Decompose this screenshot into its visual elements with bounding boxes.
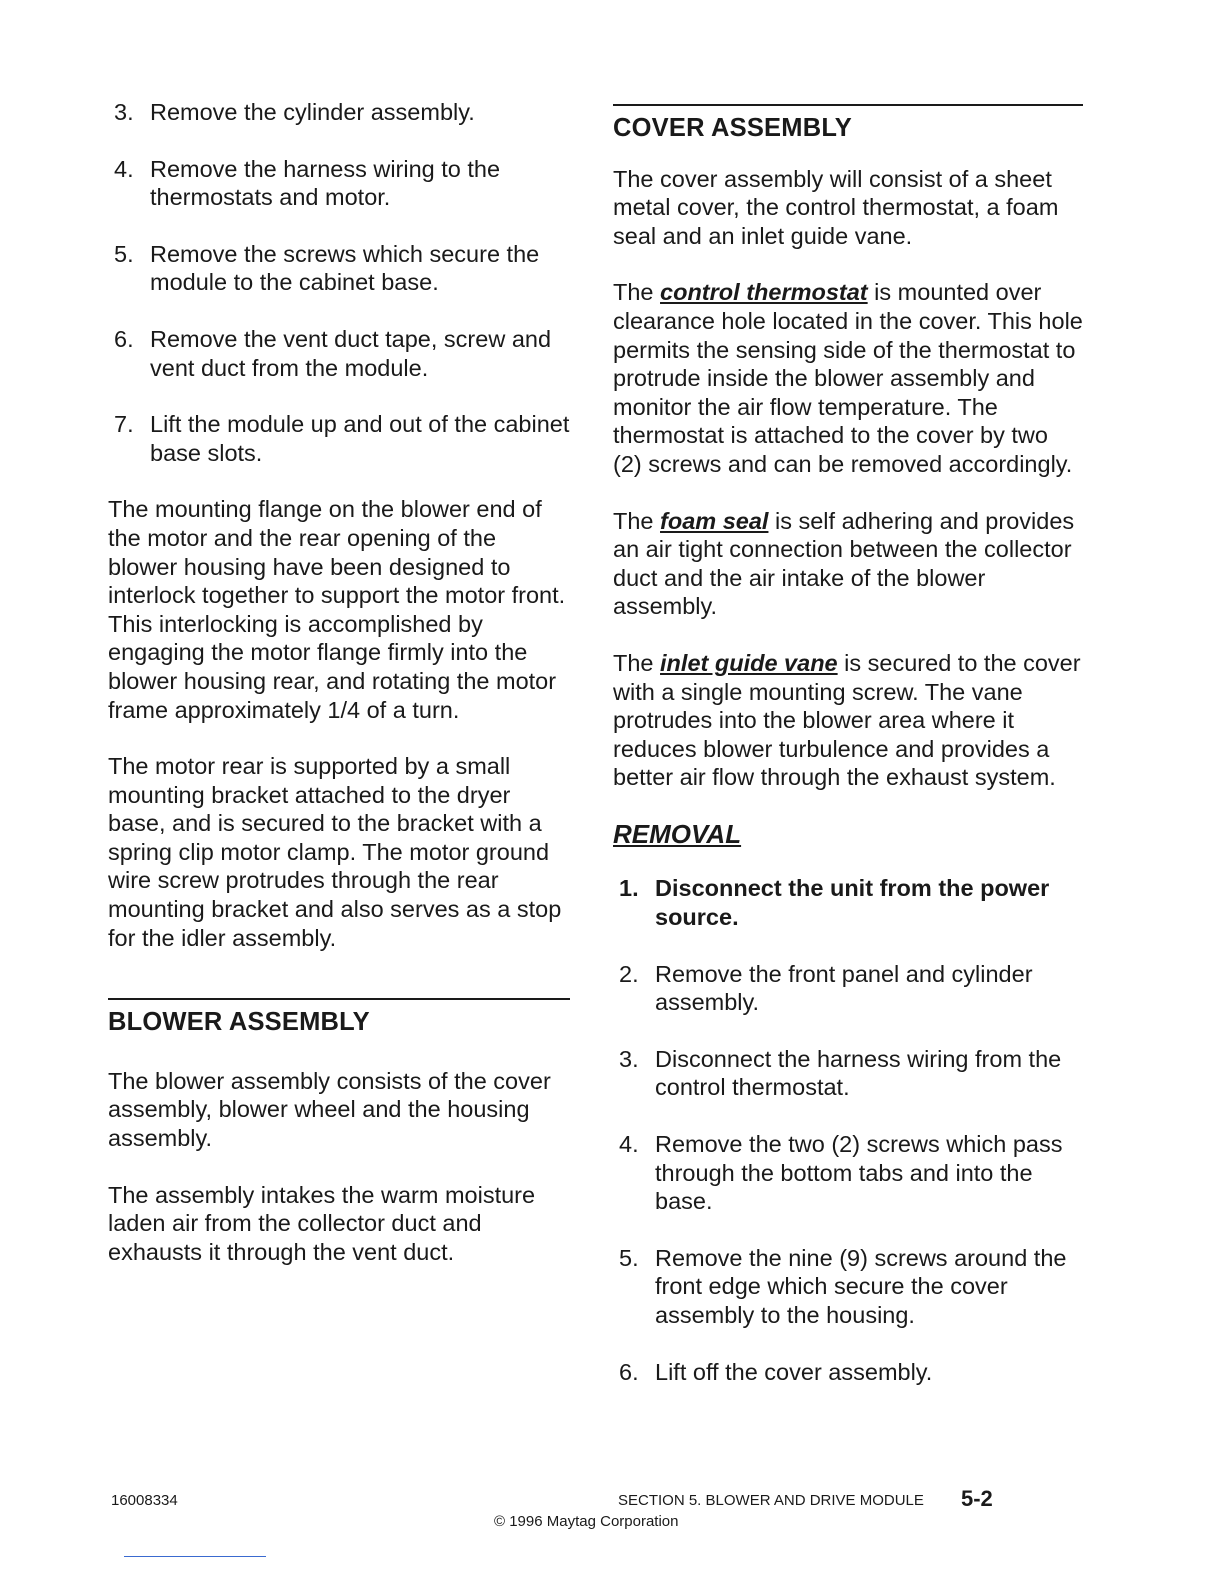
step-number: 6.: [114, 325, 134, 352]
control-thermostat-paragraph: [613, 278, 1083, 478]
step-text: Remove the two (2) screws which pass through the bottom tabs and into the base.: [655, 1131, 1063, 1215]
step-number: 7.: [114, 411, 134, 438]
list-item: [613, 1358, 1083, 1387]
bottom-divider: [124, 1556, 266, 1557]
section-divider: [613, 104, 1083, 106]
foam-seal-description: is self adhering and provides an air tight connection between the collector duct and the air intake of the blower assembly.: [613, 507, 1075, 620]
step-text: Remove the cylinder assembly.: [150, 99, 475, 125]
blower-airflow-paragraph: The assembly intakes the warm moisture laden air from the collector duct and exhausts it through the vent duct.: [108, 1181, 536, 1265]
step-text: Remove the screws which secure the module to the cabinet base.: [150, 240, 540, 296]
vane-prefix: The: [613, 649, 661, 676]
left-steps-list: [108, 98, 570, 467]
left-column: [108, 98, 570, 1294]
step-text: Lift off the cover assembly.: [655, 1358, 933, 1385]
page-number: 5-2: [961, 1486, 993, 1511]
removal-heading: REMOVAL: [613, 818, 742, 849]
step-text: Lift the module up and out of the cabinet base slots.: [150, 411, 570, 466]
section-divider: [108, 998, 570, 1000]
foam-seal-term: foam seal: [660, 507, 769, 534]
list-item: [613, 874, 1083, 931]
thermostat-prefix: The: [613, 279, 661, 306]
cover-assembly-heading: COVER ASSEMBLY: [613, 114, 852, 142]
thermostat-description: is mounted over clearance hole located in the cover. This hole permits the sensing side of the thermostat to protrude inside the blower assembly and monitor the air flow temperature. The thermostat is attached to the cover by two (2) screws and can be removed accordingly.: [613, 279, 1083, 477]
list-item: [108, 325, 570, 382]
step-number: 4.: [114, 155, 134, 182]
list-item: [108, 240, 570, 297]
blower-assembly-heading: BLOWER ASSEMBLY: [108, 1008, 370, 1037]
step-number: 6.: [619, 1358, 639, 1385]
inlet-guide-vane-paragraph: [613, 649, 1083, 792]
copyright-notice: © 1996 Maytag Corporation: [494, 1513, 679, 1530]
step-number: 4.: [619, 1131, 639, 1158]
section-title-footer: SECTION 5. BLOWER AND DRIVE MODULE: [618, 1492, 924, 1509]
step-text: Remove the harness wiring to the thermostats and motor.: [150, 155, 501, 211]
inlet-guide-vane-term: inlet guide vane: [660, 649, 838, 676]
cover-description-paragraph: The cover assembly will consist of a sheet metal cover, the control thermostat, a foam seal and an inlet guide vane.: [613, 165, 1059, 249]
step-text: Disconnect the unit from the power source.: [655, 875, 1050, 931]
step-number: 5.: [114, 240, 134, 267]
step-number: 2.: [619, 960, 639, 987]
foam-prefix: The: [613, 507, 661, 534]
list-item: [108, 155, 570, 212]
step-text: Remove the nine (9) screws around the front edge which secure the cover assembly to the housing.: [655, 1244, 1067, 1328]
step-text: Remove the vent duct tape, screw and vent duct from the module.: [150, 325, 552, 381]
step-number: 5.: [619, 1244, 639, 1271]
list-item: [613, 1130, 1083, 1216]
control-thermostat-term: control thermostat: [660, 279, 868, 306]
foam-seal-paragraph: [613, 507, 1083, 621]
step-text: Remove the front panel and cylinder assembly.: [655, 960, 1033, 1016]
motor-rear-paragraph: The motor rear is supported by a small mounting bracket attached to the dryer base, and is secured to the bracket with a spring clip motor clamp. The motor ground wire screw protrudes through the rear mounting bracket and also serves as a stop for the idler assembly.: [108, 753, 562, 951]
list-item: [108, 98, 570, 127]
motor-flange-paragraph: The mounting flange on the blower end of the motor and the rear opening of the blower housing have been designed to interlock together to support the motor front. This interlocking is accomplished by engaging the motor flange firmly into the blower housing rear, and rotating the motor frame approximately 1/4 of a turn.: [108, 496, 566, 723]
inlet-guide-vane-description: is secured to the cover with a single mounting screw. The vane protrudes into the blower area where it reduces blower turbulence and provides a better air flow through the exhaust system.: [613, 649, 1081, 791]
step-number: 1.: [619, 875, 639, 902]
removal-steps-list: [613, 874, 1083, 1386]
document-number: 16008334: [111, 1492, 178, 1509]
list-item: [613, 960, 1083, 1017]
blower-description-paragraph: The blower assembly consists of the cover assembly, blower wheel and the housing assembly.: [108, 1067, 551, 1152]
right-column: [613, 98, 1083, 1414]
list-item: [613, 1244, 1083, 1330]
list-item: [613, 1045, 1083, 1102]
step-number: 3.: [619, 1045, 639, 1072]
step-text: Disconnect the harness wiring from the control thermostat.: [655, 1045, 1062, 1101]
list-item: [108, 410, 570, 467]
step-number: 3.: [114, 99, 134, 125]
